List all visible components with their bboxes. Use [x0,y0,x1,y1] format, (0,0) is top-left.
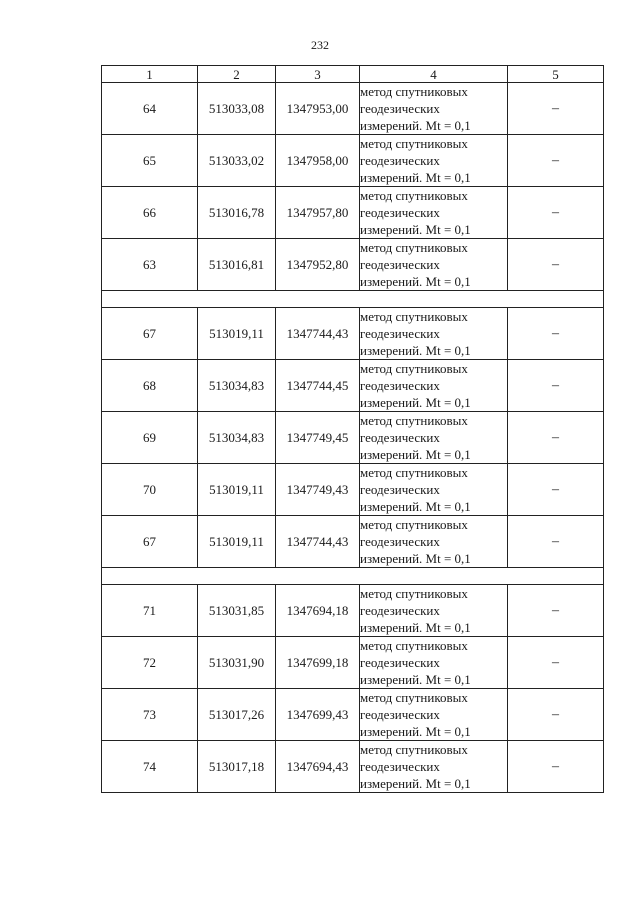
x-coordinate-cell: 513034,83 [198,360,276,412]
separator-cell [102,568,604,585]
x-coordinate-cell: 513034,83 [198,412,276,464]
note-cell: – [508,187,604,239]
method-line: метод спутниковых [360,309,468,324]
note-cell: – [508,360,604,412]
note-cell: – [508,308,604,360]
point-number-cell: 74 [102,741,198,793]
point-number-cell: 65 [102,135,198,187]
note-cell: – [508,239,604,291]
note-cell: – [508,585,604,637]
method-line: геодезических [360,430,440,445]
x-coordinate-cell: 513033,02 [198,135,276,187]
method-line: измерений. Mt = 0,1 [360,395,471,410]
x-coordinate-cell: 513019,11 [198,464,276,516]
x-coordinate-cell: 513031,90 [198,637,276,689]
y-coordinate-cell: 1347699,18 [276,637,360,689]
point-number-cell: 72 [102,637,198,689]
method-line: геодезических [360,378,440,393]
method-line: метод спутниковых [360,638,468,653]
y-coordinate-cell: 1347749,43 [276,464,360,516]
table-row [102,464,604,516]
x-coordinate-cell: 513033,08 [198,83,276,135]
y-coordinate-cell: 1347694,18 [276,585,360,637]
note-cell: – [508,637,604,689]
method-cell [360,308,508,360]
table-row [102,239,604,291]
point-number-cell: 67 [102,308,198,360]
table-row [102,412,604,464]
header-cell-4: 4 [360,66,508,83]
method-cell [360,83,508,135]
separator-cell [102,291,604,308]
method-line: измерений. Mt = 0,1 [360,672,471,687]
y-coordinate-cell: 1347953,00 [276,83,360,135]
method-line: метод спутниковых [360,188,468,203]
method-line: геодезических [360,326,440,341]
method-cell [360,360,508,412]
table-row [102,360,604,412]
table-row [102,83,604,135]
y-coordinate-cell: 1347957,80 [276,187,360,239]
point-number-cell: 66 [102,187,198,239]
point-number-cell: 68 [102,360,198,412]
table-row [102,516,604,568]
method-line: геодезических [360,655,440,670]
point-number-cell: 69 [102,412,198,464]
method-line: измерений. Mt = 0,1 [360,118,471,133]
method-line: измерений. Mt = 0,1 [360,274,471,289]
table-row [102,585,604,637]
y-coordinate-cell: 1347744,43 [276,516,360,568]
y-coordinate-cell: 1347694,43 [276,741,360,793]
method-line: метод спутниковых [360,690,468,705]
table-row [102,308,604,360]
header-cell-5: 5 [508,66,604,83]
method-line: измерений. Mt = 0,1 [360,551,471,566]
point-number-cell: 73 [102,689,198,741]
table-row [102,187,604,239]
method-line: метод спутниковых [360,465,468,480]
method-line: геодезических [360,534,440,549]
header-row [102,66,604,83]
point-number-cell: 67 [102,516,198,568]
method-cell [360,516,508,568]
y-coordinate-cell: 1347744,43 [276,308,360,360]
x-coordinate-cell: 513017,26 [198,689,276,741]
method-cell [360,741,508,793]
method-line: измерений. Mt = 0,1 [360,222,471,237]
x-coordinate-cell: 513019,11 [198,308,276,360]
point-number-cell: 70 [102,464,198,516]
note-cell: – [508,135,604,187]
method-line: метод спутниковых [360,517,468,532]
method-line: метод спутниковых [360,240,468,255]
note-cell: – [508,741,604,793]
method-cell [360,585,508,637]
point-number-cell: 71 [102,585,198,637]
method-cell [360,637,508,689]
point-number-cell: 63 [102,239,198,291]
y-coordinate-cell: 1347958,00 [276,135,360,187]
method-line: геодезических [360,153,440,168]
page-number: 232 [311,38,329,52]
header-cell-1: 1 [102,66,198,83]
note-cell: – [508,83,604,135]
separator-row [102,291,604,308]
table-row [102,637,604,689]
header-cell-3: 3 [276,66,360,83]
method-line: измерений. Mt = 0,1 [360,447,471,462]
method-line: измерений. Mt = 0,1 [360,776,471,791]
x-coordinate-cell: 513016,78 [198,187,276,239]
table-row [102,135,604,187]
y-coordinate-cell: 1347744,45 [276,360,360,412]
method-cell [360,187,508,239]
method-line: измерений. Mt = 0,1 [360,724,471,739]
coordinates-table [101,65,604,793]
method-line: метод спутниковых [360,742,468,757]
method-line: геодезических [360,707,440,722]
method-line: метод спутниковых [360,361,468,376]
method-line: метод спутниковых [360,84,468,99]
method-line: метод спутниковых [360,136,468,151]
method-line: геодезических [360,101,440,116]
x-coordinate-cell: 513019,11 [198,516,276,568]
note-cell: – [508,412,604,464]
y-coordinate-cell: 1347699,43 [276,689,360,741]
header-cell-2: 2 [198,66,276,83]
method-cell [360,135,508,187]
table-row [102,689,604,741]
method-cell [360,412,508,464]
point-number-cell: 64 [102,83,198,135]
method-line: метод спутниковых [360,413,468,428]
separator-row [102,568,604,585]
method-line: геодезических [360,759,440,774]
method-line: геодезических [360,603,440,618]
y-coordinate-cell: 1347952,80 [276,239,360,291]
x-coordinate-cell: 513017,18 [198,741,276,793]
method-cell [360,464,508,516]
method-line: измерений. Mt = 0,1 [360,620,471,635]
method-line: геодезических [360,257,440,272]
method-line: измерений. Mt = 0,1 [360,499,471,514]
method-line: геодезических [360,482,440,497]
note-cell: – [508,689,604,741]
note-cell: – [508,464,604,516]
method-line: метод спутниковых [360,586,468,601]
method-line: геодезических [360,205,440,220]
table-body [102,66,604,793]
method-line: измерений. Mt = 0,1 [360,343,471,358]
y-coordinate-cell: 1347749,45 [276,412,360,464]
x-coordinate-cell: 513031,85 [198,585,276,637]
x-coordinate-cell: 513016,81 [198,239,276,291]
note-cell: – [508,516,604,568]
table-row [102,741,604,793]
method-cell [360,239,508,291]
method-line: измерений. Mt = 0,1 [360,170,471,185]
method-cell [360,689,508,741]
